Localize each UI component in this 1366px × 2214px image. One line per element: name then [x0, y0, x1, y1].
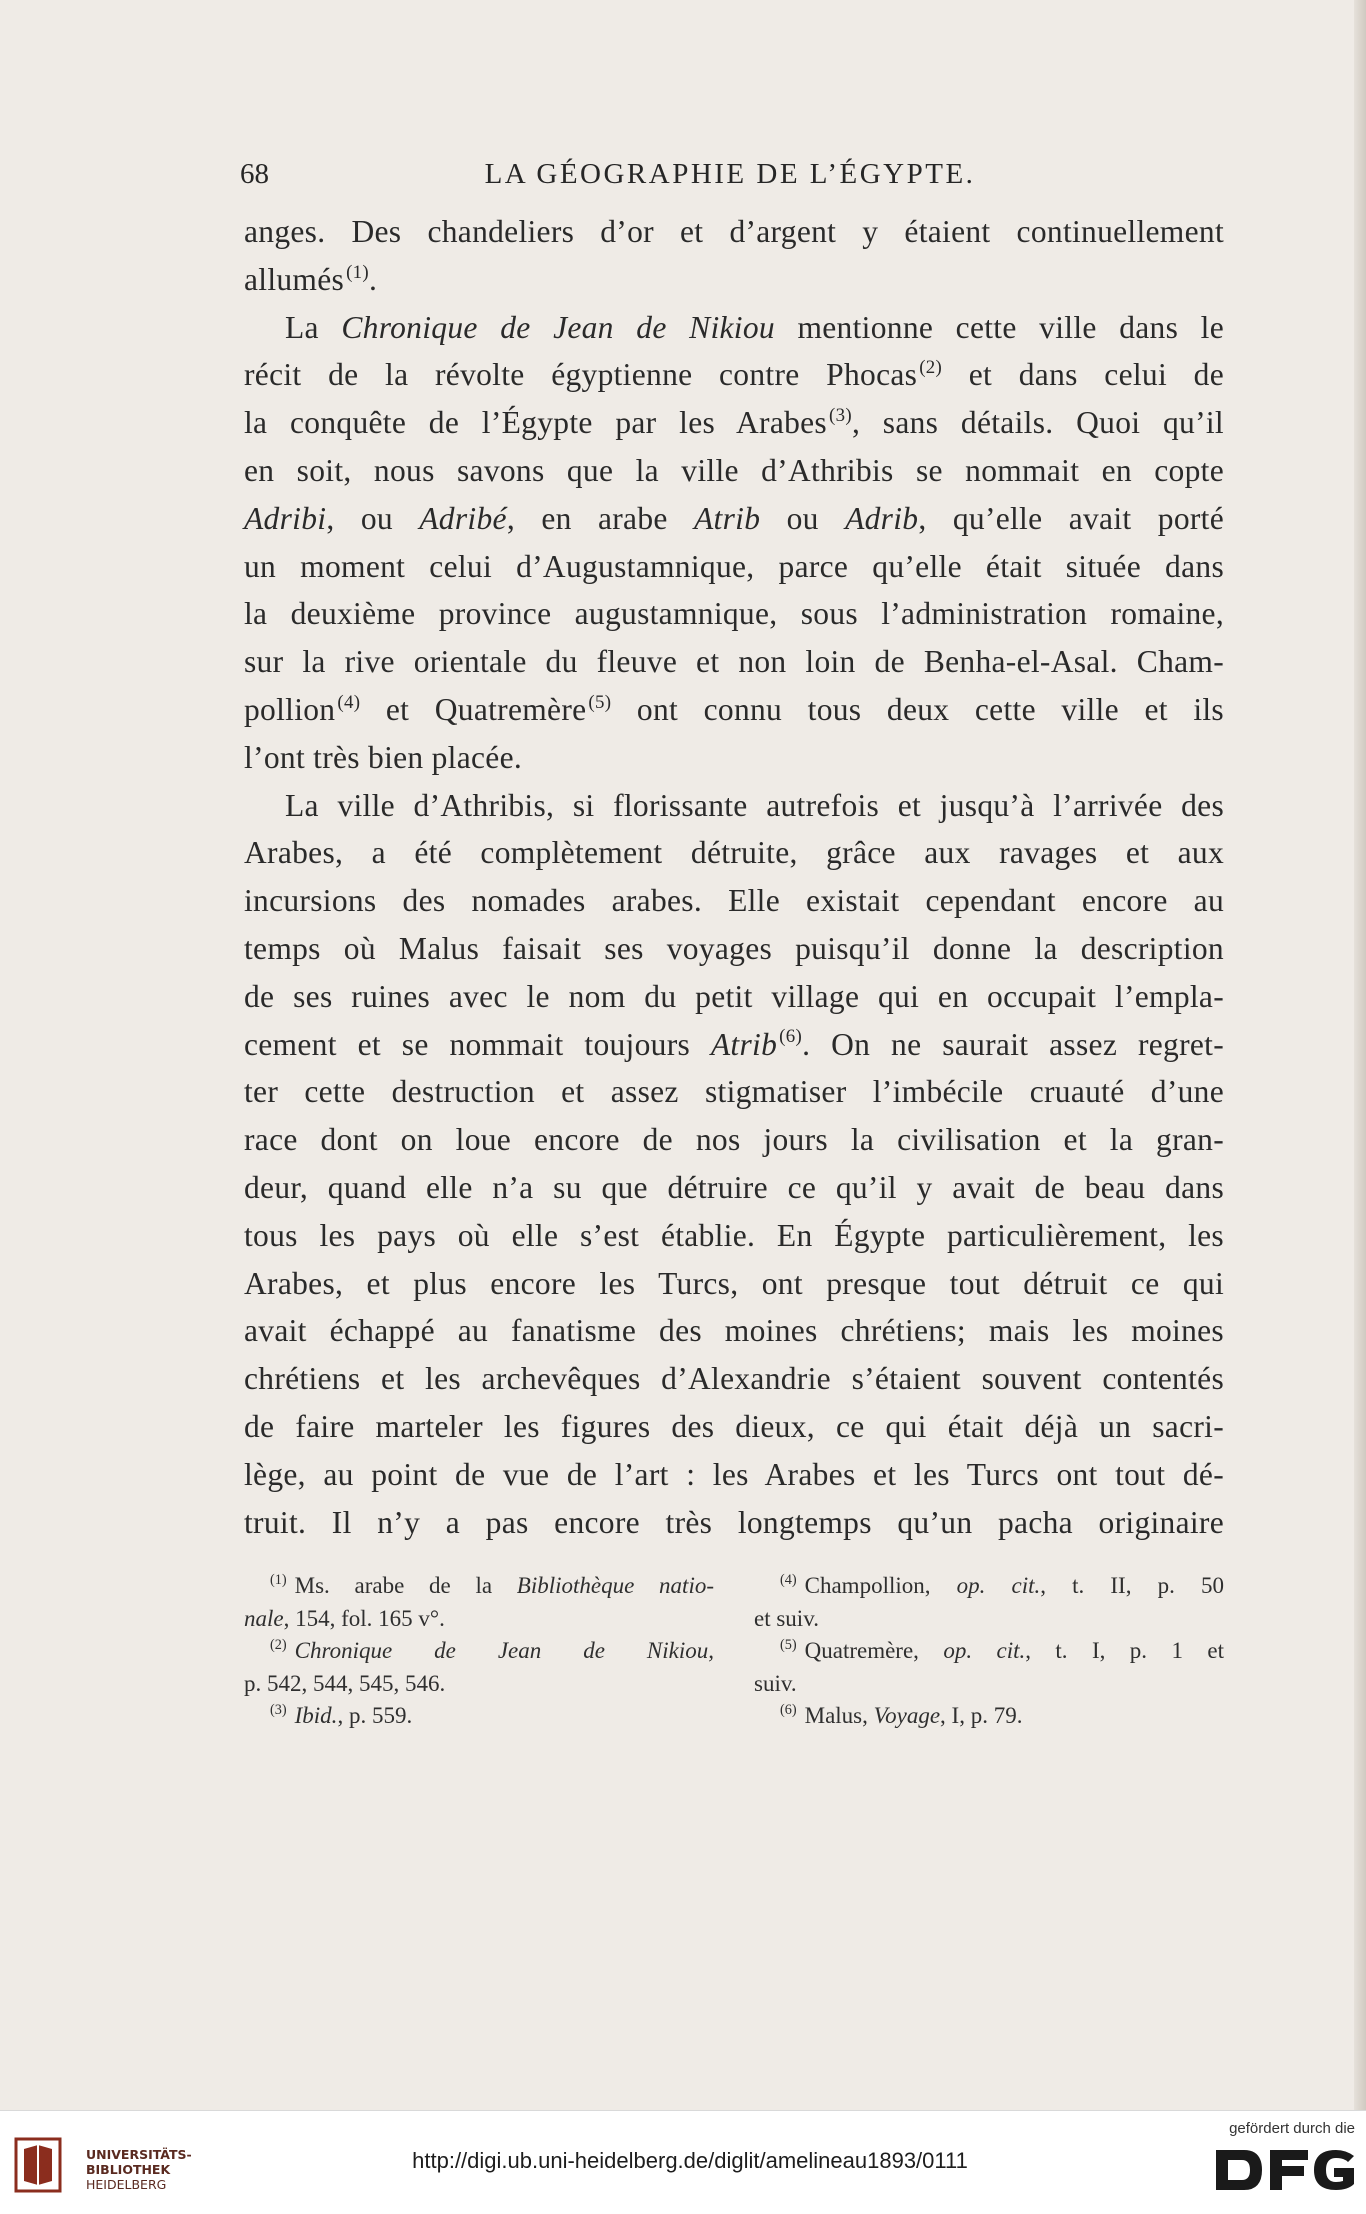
text-line: deur, quand elle n’a su que détruire ce qu’il y avait de beau dans [244, 1169, 1224, 1205]
text-line: lège, au point de vue de l’art : les Arabes et les Turcs ont tout dé- [244, 1456, 1224, 1492]
text-line: Arabes, et plus encore les Turcs, ont presque tout détruit ce qui [244, 1265, 1224, 1301]
text-run: , qu’elle avait porté [918, 500, 1225, 536]
work-title: Chronique de Jean de Nikiou [341, 309, 775, 345]
text-run: , I, p. 79. [940, 1703, 1023, 1728]
text-run: , t. II, p. 50 [1040, 1573, 1224, 1598]
footnote-number: (3) [270, 1702, 287, 1719]
text-line [244, 1021, 1224, 1069]
text-line: avait échappé au fanatisme des moines chrétiens; mais les moines [244, 1313, 1224, 1349]
text-line: Arabes, a été complètement détruite, grâce aux ravages et aux [244, 835, 1224, 871]
footnotes [244, 1570, 1224, 1780]
footnote-ref-1[interactable]: (1) [346, 261, 370, 283]
footnote-line [754, 1700, 1224, 1733]
library-line: BIBLIOTHEK [86, 2162, 171, 2177]
text-run: la conquête de l’Égypte par les Arabes [244, 405, 827, 441]
text-line [244, 208, 1224, 256]
text-line: temps où Malus faisait ses voyages puisqu’il donne la description [244, 930, 1224, 966]
text-run: pollion [244, 691, 336, 727]
running-title: LA GÉOGRAPHIE DE L’ÉGYPTE. [484, 158, 976, 190]
text-run: et dans celui de [942, 357, 1224, 393]
footnotes-right-column [754, 1570, 1224, 1733]
page-header [240, 158, 1220, 198]
text-line: La ville d’Athribis, si florissante autrefois et jusqu’à l’arrivée des [285, 787, 1224, 823]
footnote-line [244, 1570, 714, 1603]
footnote-line [754, 1635, 1224, 1668]
footnote-2 [244, 1635, 714, 1700]
work-title: Chronique de Jean de Nikiou, [294, 1638, 714, 1663]
text-line: chrétiens et les archevêques d’Alexandrie s’étaient souvent contentés [244, 1361, 1224, 1397]
footnote-4 [754, 1570, 1224, 1635]
text-line: incursions des nomades arabes. Elle existait cependant encore au [244, 883, 1224, 919]
paragraph-1 [244, 208, 1224, 304]
footnote-number: (1) [270, 1572, 287, 1589]
text-run: anges. Des chandeliers d’or et d’argent y étaient continuellement [244, 214, 1224, 249]
text-line: de ses ruines avec le nom du petit village qui en occupait l’empla- [244, 978, 1224, 1014]
text-run: , p. 559. [337, 1703, 413, 1728]
italic-term: Adribi [244, 500, 327, 536]
text-run: Malus, [804, 1703, 874, 1728]
text-run: allumés [244, 261, 345, 297]
text-line [244, 304, 1224, 352]
text-line: ter cette destruction et assez stigmatiser l’imbécile cruauté d’une [244, 1074, 1224, 1110]
permalink-url[interactable]: http://digi.ub.uni-heidelberg.de/diglit/amelineau1893/0111 [412, 2148, 968, 2173]
footnote-line: suiv. [754, 1670, 797, 1696]
text-run: ont connu tous deux cette ville et ils [611, 691, 1224, 727]
footnote-6 [754, 1700, 1224, 1733]
text-run: et Quatremère [360, 691, 587, 727]
text-line [244, 351, 1224, 399]
library-emblem-icon [12, 2131, 68, 2195]
footnote-ref-4[interactable]: (4) [337, 691, 361, 713]
university-library-logo[interactable] [12, 2131, 242, 2195]
work-title: nale [244, 1605, 284, 1631]
library-line: UNIVERSITÄTS- [86, 2147, 192, 2162]
main-text [244, 208, 1224, 1546]
page-number: 68 [240, 158, 269, 190]
footnote-number: (4) [780, 1572, 797, 1589]
work-title: Ibid. [294, 1703, 338, 1728]
dfg-logo-icon[interactable] [1210, 2146, 1360, 2194]
footnote-3 [244, 1700, 714, 1733]
text-line: sur la rive orientale du fleuve et non loin de Benha-el-Asal. Cham- [244, 644, 1224, 680]
text-run: Champollion, [804, 1573, 957, 1598]
footnotes-left-column [244, 1570, 714, 1733]
footnote-ref-2[interactable]: (2) [919, 357, 943, 379]
funding-label: gefördert durch die [1229, 2120, 1355, 2137]
text-line: de faire marteler les figures des dieux, ce qui était déjà un sacri- [244, 1408, 1224, 1444]
text-run: , t. I, p. 1 et [1025, 1638, 1224, 1663]
text-line [244, 686, 1224, 734]
work-title: Bibliothèque natio- [516, 1573, 714, 1598]
text-run: , sans détails. Quoi qu’il [851, 405, 1224, 441]
text-line: truit. Il n’y a pas encore très longtemps qu’un pacha originaire [244, 1504, 1224, 1540]
text-run: , ou [326, 500, 420, 536]
footnote-line [244, 1603, 714, 1636]
footnote-ref-5[interactable]: (5) [588, 691, 612, 713]
footnote-ref-6[interactable]: (6) [779, 1026, 803, 1048]
work-title: op. cit. [956, 1573, 1041, 1598]
text-run: . [369, 261, 378, 297]
page-edge-shadow [1354, 0, 1366, 2110]
footnote-line: et suiv. [754, 1605, 819, 1631]
work-title: op. cit. [943, 1638, 1026, 1663]
footnote-5 [754, 1635, 1224, 1700]
footnote-1 [244, 1570, 714, 1635]
text-line: l’ont très bien placée. [244, 739, 523, 775]
footnote-line [244, 1635, 714, 1668]
text-run: récit de la révolte égyptienne contre Phocas [244, 357, 918, 393]
italic-term: Adribé [419, 500, 507, 536]
text-line [244, 256, 1224, 304]
library-line: HEIDELBERG [86, 2177, 167, 2192]
library-name [86, 2147, 192, 2192]
text-run: , en arabe [506, 500, 695, 536]
text-line: la deuxième province augustamnique, sous l’administration romaine, [244, 596, 1224, 632]
text-run: La [285, 309, 342, 345]
text-run: . On ne saurait assez regret- [802, 1026, 1224, 1062]
text-run: ou [760, 500, 846, 536]
text-line: tous les pays où elle s’est établie. En Égypte particulièrement, les [244, 1217, 1224, 1253]
paragraph-2 [244, 304, 1224, 782]
footnote-ref-3[interactable]: (3) [829, 404, 852, 426]
text-line: en soit, nous savons que la ville d’Athribis se nommait en copte [244, 452, 1224, 488]
paragraph-3 [244, 782, 1224, 1547]
text-line: un moment celui d’Augustamnique, parce qu’elle était située dans [244, 548, 1224, 584]
footnote-number: (6) [780, 1702, 797, 1719]
text-run: cement et se nommait toujours [244, 1026, 711, 1062]
text-run: mentionne cette ville dans le [774, 309, 1225, 345]
italic-term: Atrib [694, 500, 761, 536]
text-run: Quatremère, [804, 1638, 944, 1663]
footnote-line [754, 1570, 1224, 1603]
footnote-line [244, 1700, 714, 1733]
footnote-line: p. 542, 544, 545, 546. [244, 1670, 446, 1696]
footnote-number: (2) [270, 1637, 287, 1654]
italic-term: Adrib [845, 500, 919, 536]
text-line: race dont on loue encore de nos jours la civilisation et la gran- [244, 1122, 1224, 1158]
text-line [244, 495, 1224, 543]
work-title: Voyage [873, 1703, 941, 1728]
footnote-number: (5) [780, 1637, 797, 1654]
text-run: , 154, fol. 165 v°. [283, 1605, 445, 1631]
italic-term: Atrib [710, 1026, 778, 1062]
text-run: Ms. arabe de la [294, 1573, 517, 1598]
text-line [244, 399, 1224, 447]
